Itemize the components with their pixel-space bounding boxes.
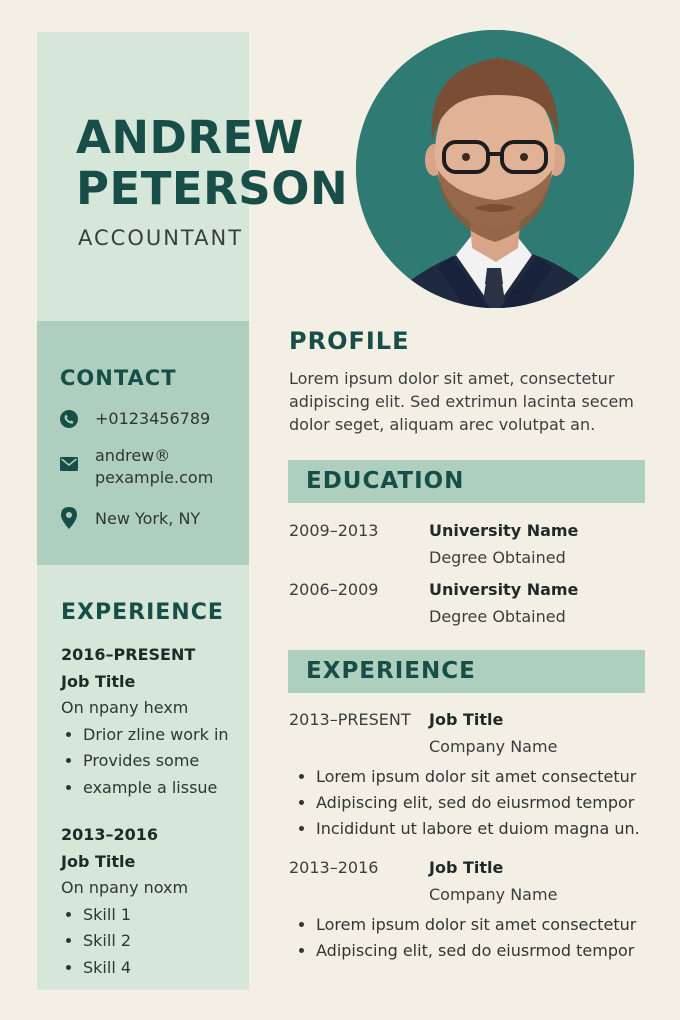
education-degree: Degree Obtained	[429, 607, 566, 626]
education-years: 2009–2013	[289, 521, 379, 540]
entry-company: On npany hexm	[61, 698, 189, 717]
experience-title: Job Title	[429, 858, 504, 877]
entry-years: 2016–PRESENT	[61, 645, 196, 664]
experience-bullets	[296, 764, 646, 842]
list-item: • Skill 2	[83, 928, 188, 955]
name-last: PETERSON	[76, 162, 349, 215]
experience-years: 2013–2016	[289, 858, 379, 877]
entry-bullets	[61, 722, 229, 802]
list-item: • Adipiscing elit, sed do eiusrmod tempor	[316, 938, 646, 964]
experience-heading: EXPERIENCE	[306, 658, 476, 684]
entry-title: Job Title	[61, 851, 136, 871]
education-heading: EDUCATION	[306, 468, 465, 494]
candidate-name	[76, 112, 348, 214]
side-experience-entry	[61, 822, 188, 981]
experience-title: Job Title	[429, 710, 504, 729]
profile-line: adipiscing elit. Sed extrimun lacinta secem	[289, 392, 634, 411]
list-item: • Skill 1	[83, 902, 188, 929]
phone-icon	[60, 410, 78, 428]
entry-company: On npany noxm	[61, 878, 189, 897]
profile-line: dolor seget, aliquam arec volutpat an.	[289, 415, 596, 434]
portrait-illustration	[356, 30, 634, 308]
list-item: • Adipiscing elit, sed do eiusrmod tempor	[316, 790, 646, 816]
list-item: • Lorem ipsum dolor sit amet consectetur	[316, 912, 646, 938]
experience-band	[288, 650, 645, 693]
profile-photo	[356, 30, 634, 308]
contact-heading: CONTACT	[60, 366, 177, 390]
contact-email	[95, 445, 213, 489]
list-item: • Skill 4	[83, 955, 188, 982]
list-item: • Drior zline work in	[83, 722, 229, 749]
email-icon	[60, 456, 78, 472]
profile-text	[289, 367, 639, 436]
side-experience-entry	[61, 642, 229, 801]
education-school: University Name	[429, 580, 579, 599]
experience-years: 2013–PRESENT	[289, 710, 411, 729]
email-line-1: andrew®	[95, 446, 171, 465]
contact-phone: +0123456789	[95, 409, 211, 428]
name-first: ANDREW	[76, 111, 304, 164]
entry-title: Job Title	[61, 671, 136, 691]
job-title: ACCOUNTANT	[78, 226, 244, 250]
education-school: University Name	[429, 521, 579, 540]
side-experience-heading: EXPERIENCE	[61, 600, 224, 625]
education-degree: Degree Obtained	[429, 548, 566, 567]
experience-company: Company Name	[429, 737, 558, 756]
profile-heading: PROFILE	[289, 327, 410, 355]
experience-company: Company Name	[429, 885, 558, 904]
experience-bullets	[296, 912, 646, 964]
entry-bullets	[61, 902, 188, 982]
entry-years: 2013–2016	[61, 825, 159, 844]
list-item: • example a lissue	[83, 775, 229, 802]
education-band	[288, 460, 645, 503]
contact-location: New York, NY	[95, 509, 201, 528]
profile-line: Lorem ipsum dolor sit amet, consectetur	[289, 369, 615, 388]
list-item: • Lorem ipsum dolor sit amet consectetur	[316, 764, 646, 790]
list-item: • Provides some	[83, 748, 229, 775]
list-item: • Incididunt ut labore et duiom magna un.	[316, 816, 646, 842]
location-icon	[60, 507, 78, 529]
education-years: 2006–2009	[289, 580, 379, 599]
email-line-2: pexample.com	[95, 468, 214, 487]
